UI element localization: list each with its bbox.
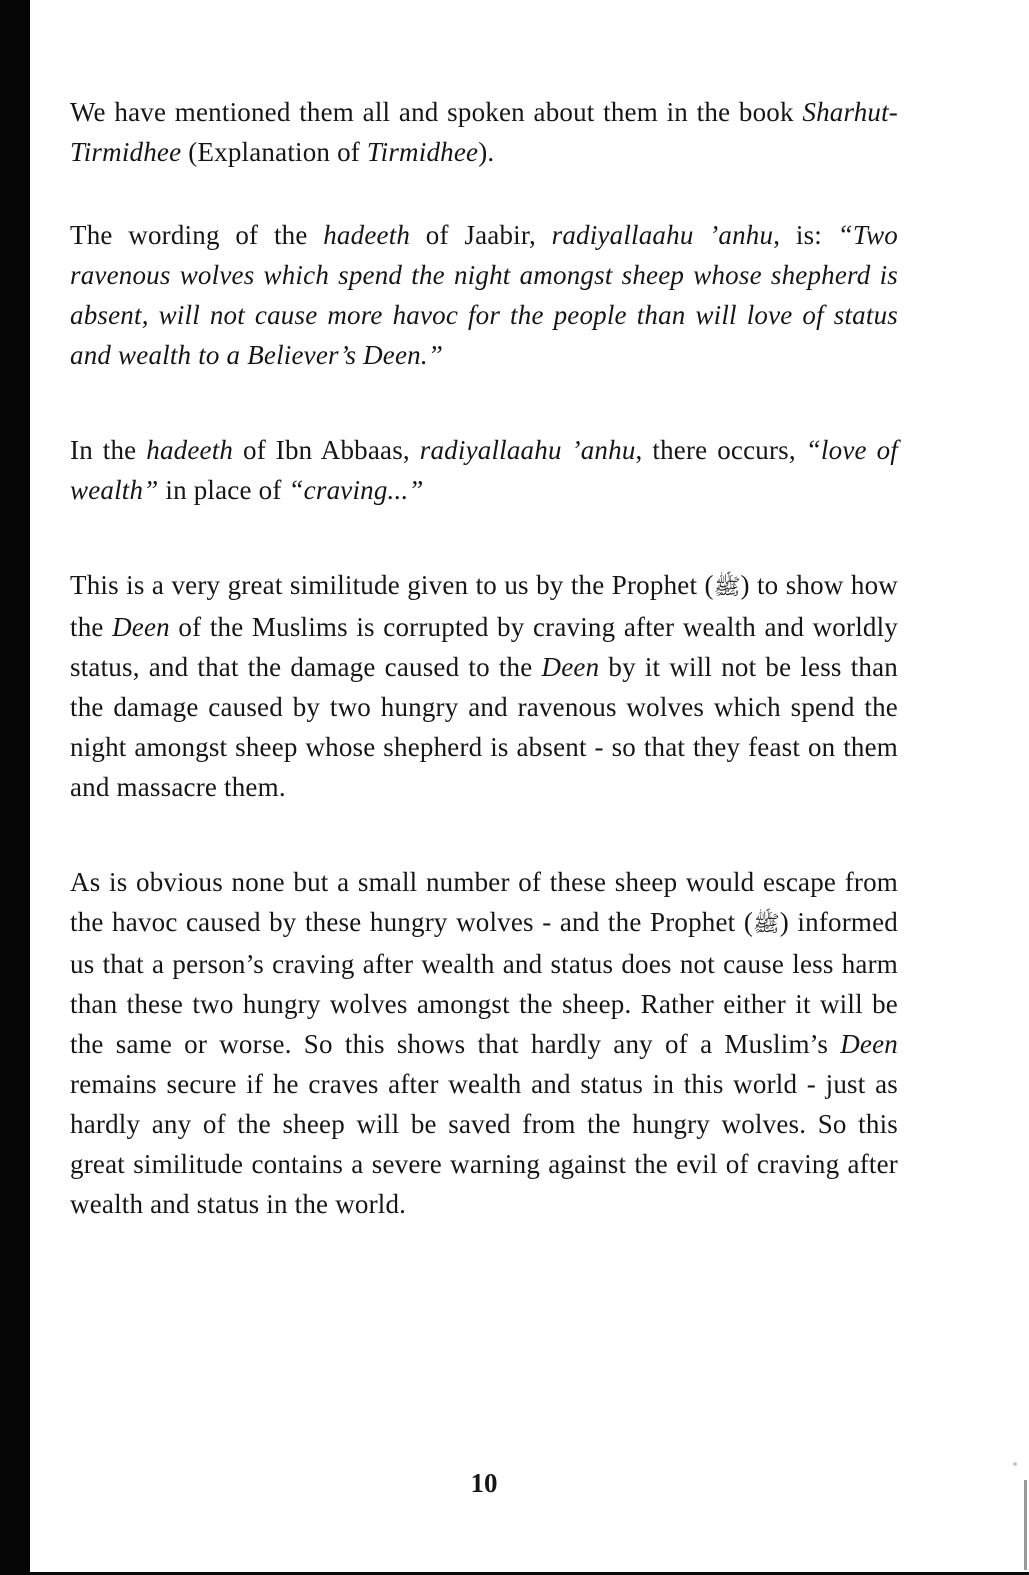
text-segment: by it will not be less than the damage caused by two hungry and ravenous wolves which spend the night amongst sheep whose shepherd is absent - so that they feast on them and massacre them. bbox=[70, 652, 898, 802]
text-segment: radiyallaahu ’anhu bbox=[419, 435, 636, 465]
text-segment: of Jaabir, bbox=[410, 220, 552, 250]
text-segment: This is a very great similitude given to us by the Prophet ( bbox=[70, 570, 714, 600]
text-segment: Tirmidhee bbox=[366, 137, 479, 167]
text-segment: Deen bbox=[112, 612, 170, 642]
text-segment: remains secure if he craves after wealth and status in this world - just as hardly any of the sheep will be saved from the hungry wolves. So this great similitude contains a severe warning against the evil of craving after wealth and status in the world. bbox=[70, 1069, 898, 1219]
prophet-honorific-symbol: ﷺ bbox=[753, 911, 780, 937]
paragraph-1 bbox=[70, 92, 898, 172]
text-segment: radiyallaahu ’anhu bbox=[551, 220, 774, 250]
text-segment: “Two ravenous wolves which spend the night amongst sheep whose shepherd is absent, will not cause more havoc for the people than will love of status and wealth to a Believer’s Deen.” bbox=[70, 220, 899, 370]
page-text bbox=[70, 92, 898, 1267]
text-segment: , is: bbox=[773, 220, 838, 250]
text-segment: In the bbox=[70, 435, 147, 465]
text-segment: The wording of the bbox=[70, 220, 324, 250]
page-number: 10 bbox=[470, 1468, 498, 1498]
text-segment: We have mentioned them all and spoken about them in the book bbox=[70, 97, 803, 127]
text-segment: “love of wealth” bbox=[70, 435, 898, 505]
paragraph-3 bbox=[70, 430, 898, 510]
text-segment: hadeeth bbox=[146, 435, 234, 465]
text-segment: Deen bbox=[541, 652, 600, 682]
text-segment: hadeeth bbox=[323, 220, 411, 250]
text-segment: (Explanation of bbox=[181, 137, 367, 167]
text-segment: of Ibn Abbaas, bbox=[233, 435, 420, 465]
paragraph-5 bbox=[70, 862, 898, 1224]
prophet-honorific-symbol: ﷺ bbox=[713, 574, 741, 600]
text-segment: in place of bbox=[158, 475, 289, 505]
paragraph-4 bbox=[70, 565, 898, 807]
text-segment: As is obvious none but a small number of these sheep would escape from the havoc caused by these hungry wolves - and the Prophet ( bbox=[70, 867, 898, 937]
scan-left-edge bbox=[0, 0, 30, 1575]
text-segment: “craving...” bbox=[288, 475, 424, 505]
text-segment: ). bbox=[478, 137, 495, 167]
scan-speck bbox=[1013, 1462, 1017, 1466]
text-segment: of the Muslims is corrupted by craving after wealth and worldly status, and that the damage caused to the bbox=[70, 612, 898, 682]
text-segment: Deen bbox=[840, 1029, 898, 1059]
text-segment: , there occurs, bbox=[635, 435, 806, 465]
scan-right-edge-mark bbox=[1024, 1480, 1027, 1570]
paragraph-2 bbox=[70, 215, 898, 375]
text-segment: ) to show how the bbox=[70, 570, 898, 642]
text-segment: Sharhut-Tirmidhee bbox=[70, 97, 898, 167]
text-segment: ) informed us that a person’s craving after wealth and status does not cause less harm than these two hungry wolves amongst the sheep. Rather either it will be the same or worse. So this shows that hardly any of a Muslim’s bbox=[70, 907, 898, 1059]
